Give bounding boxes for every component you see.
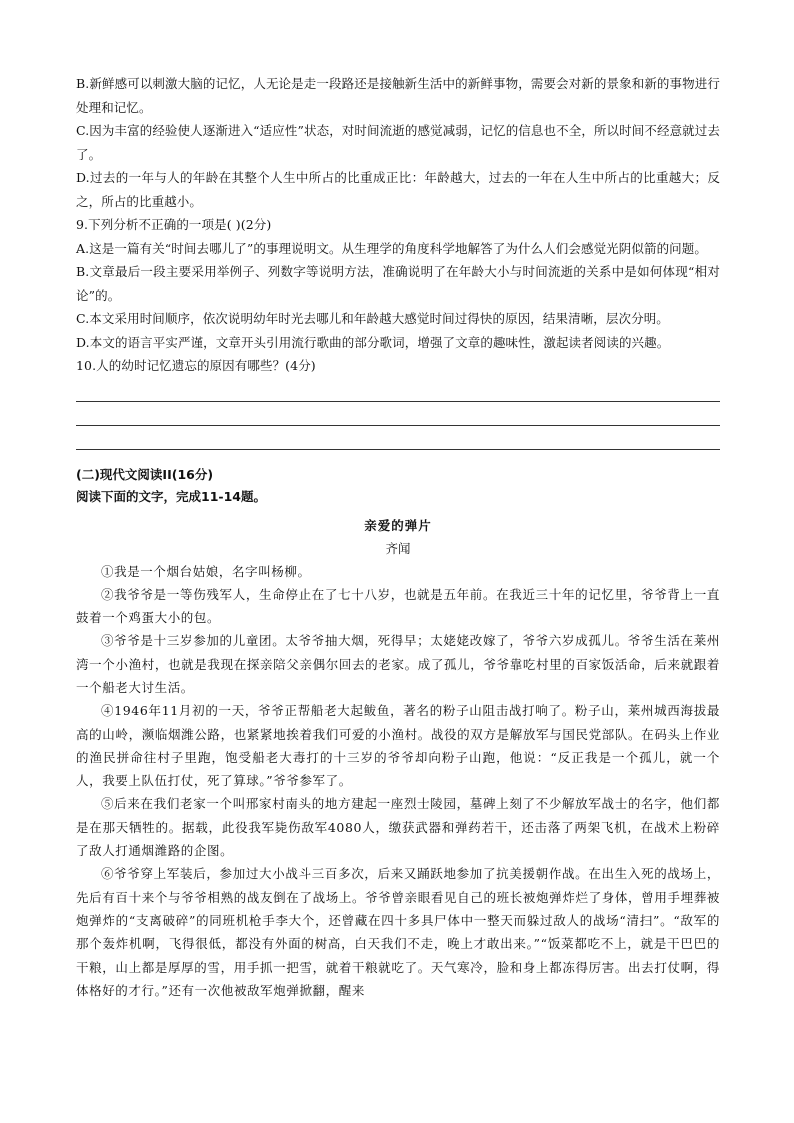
question-9 bbox=[76, 213, 720, 354]
q8-option-b: B.新鲜感可以刺激大脑的记忆，人无论是走一段路还是接触新生活中的新鲜事物，需要会对新的景象和新的事物进行处理和记忆。 bbox=[76, 76, 720, 115]
section-instruction: 阅读下面的文字，完成11-14题。 bbox=[76, 488, 266, 504]
q9-option-a: A.这是一篇有关“时间去哪儿了”的事理说明文。从生理学的角度科学地解答了为什么人们会感觉光阴似箭的问题。 bbox=[76, 240, 707, 256]
article-title: 亲爱的弹片 bbox=[364, 517, 432, 533]
q10-stem: 10.人的幼时记忆遗忘的原因有哪些？(4分) bbox=[76, 358, 316, 373]
question-10 bbox=[76, 354, 720, 450]
q9-option-d: D.本文的语言平实严谨，文章开头引用流行歌曲的部分歌词，增强了文章的趣味性，激起读者阅读的兴趣。 bbox=[76, 334, 670, 350]
section-2 bbox=[76, 464, 720, 1003]
answer-line-3[interactable] bbox=[76, 426, 720, 450]
section-heading: (二)现代文阅读II(16分) bbox=[76, 466, 214, 482]
q8-option-d: D.过去的一年与人的年龄在其整个人生中所占的比重成正比：年龄越大，过去的一年在人生中所占的比重越大；反之，所占的比重越小。 bbox=[76, 170, 720, 209]
article-paragraph-6: ⑥爷爷穿上军装后，参加过大小战斗三百多次，后来又踊跃地参加了抗美援朝作战。在出生入死的战场上，先后有百十来个与爷爷相熟的战友倒在了战场上。爷爷曾亲眼看见自己的班长被炮弹炸烂了身体，曾用手埋葬被炮弹炸的“支离破碎”的同班机枪手李大个，还曾藏在四十多具尸体中一整天而躲过敌人的战场“清扫”。“敌军的那个轰炸机啊，飞得很低，都没有外面的树高，白天我们不走，晚上才敢出来。”“饭菜都吃不上，就是干巴巴的干粮，山上都是厚厚的雪，用手抓一把雪，就着干粮就吃了。天气寒冷，脸和身上都冻得厉害。出去打仗啊，得体格好的才行。”还有一次他被敌军炮弹掀翻，醒来 bbox=[76, 866, 720, 998]
page bbox=[76, 72, 720, 1002]
article-paragraph-5: ⑤后来在我们老家一个叫邢家村南头的地方建起一座烈士陵园，墓碑上刻了不少解放军战士的名字，他们都是在那天牺牲的。据载，此役我军毙伤敌军4080人，缴获武器和弹药若干，还击落了两架飞机，在战术上粉碎了敌人打通烟潍路的企图。 bbox=[76, 796, 720, 859]
q8-options bbox=[76, 72, 720, 213]
article-paragraph-2: ②我爷爷是一等伤残军人，生命停止在了七十八岁，也就是五年前。在我近三十年的记忆里，爷爷背上一直鼓着一个鸡蛋大小的包。 bbox=[76, 586, 720, 626]
q9-stem: 9.下列分析不正确的一项是( )(2分) bbox=[76, 217, 272, 232]
article-author: 齐闻 bbox=[385, 540, 411, 556]
q8-option-c: C.因为丰富的经验使人逐渐进入“适应性”状态，对时间流逝的感觉减弱，记忆的信息也不全，所以时间不经意就过去了。 bbox=[76, 123, 720, 162]
article-paragraph-4: ④1946年11月初的一天，爷爷正帮船老大起鲅鱼，著名的粉子山阻击战打响了。粉子山，莱州城西海拔最高的山岭，濒临烟潍公路，也紧紧地挨着我们可爱的小渔村。战役的双方是解放军与国民党部队。在码头上作业的渔民拼命往村子里跑，饱受船老大毒打的十三岁的爷爷却向粉子山跑，他说：“反正我是一个孤儿，就一个人，我要上队伍打仗，死了算球。”爷爷参军了。 bbox=[76, 703, 720, 789]
q9-option-b: B.文章最后一段主要采用举例子、列数字等说明方法，准确说明了在年龄大小与时间流逝的关系中是如何体现“相对论”的。 bbox=[76, 264, 720, 303]
q9-option-c: C.本文采用时间顺序，依次说明幼年时光去哪儿和年龄越大感觉时间过得快的原因，结果清晰，层次分明。 bbox=[76, 311, 669, 326]
article-paragraph-3: ③爷爷是十三岁参加的儿童团。太爷爷抽大烟，死得早；太姥姥改嫁了，爷爷六岁成孤儿。爷爷生活在莱州湾一个小渔村，也就是我现在探亲陪父亲偶尔回去的老家。成了孤儿，爷爷靠吃村里的百家饭活命，后来就跟着一个船老大讨生活。 bbox=[76, 633, 720, 695]
article-paragraph-1: ①我是一个烟台姑娘，名字叫杨柳。 bbox=[101, 563, 311, 579]
answer-line-1[interactable] bbox=[76, 378, 720, 402]
answer-line-2[interactable] bbox=[76, 402, 720, 426]
